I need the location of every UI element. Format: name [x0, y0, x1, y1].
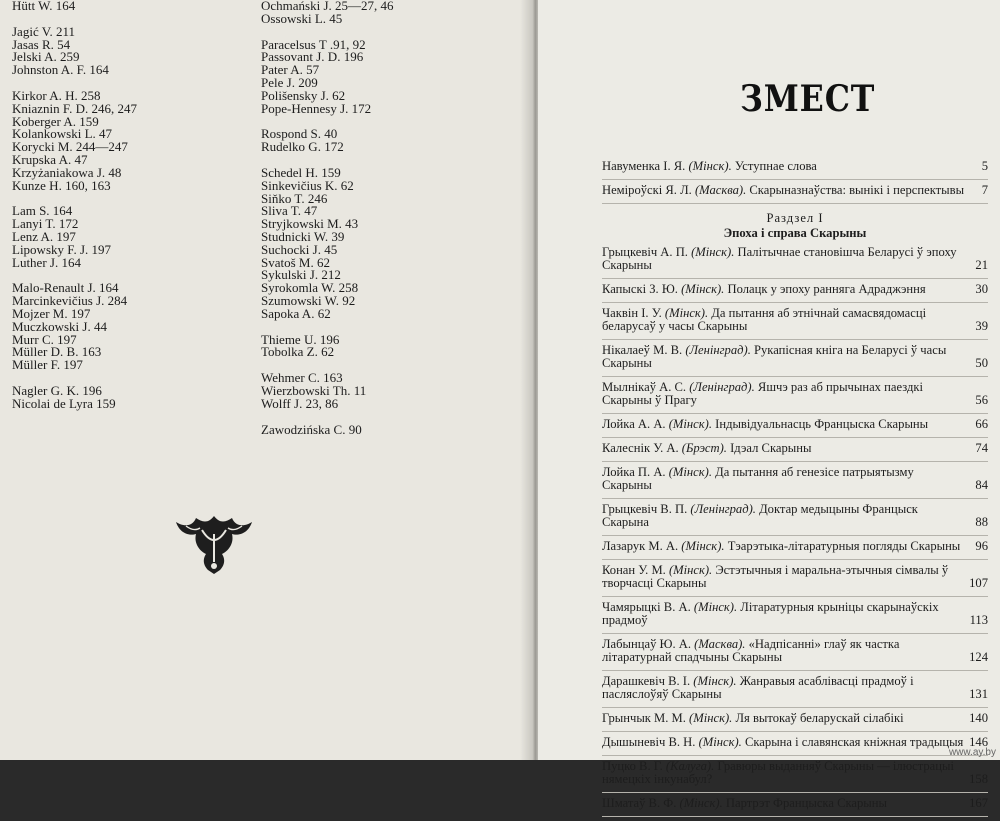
toc-entry	[602, 601, 988, 627]
toc-page-number: 39	[975, 319, 988, 333]
index-entry: Passovant J. D. 196	[261, 49, 364, 65]
toc-article-title: Ідэал Скарыны	[726, 441, 812, 455]
index-group	[261, 421, 394, 437]
index-entry: Jelski A. 259	[12, 49, 80, 65]
toc-author: Дарашкевіч В. І.	[602, 674, 694, 688]
index-entry: Pater A. 57	[261, 62, 320, 78]
toc-affiliation: (Мінск).	[668, 417, 712, 431]
toc-author: Нікалаеў М. В.	[602, 343, 686, 357]
toc-entry	[602, 736, 988, 749]
index-entry: Nicolai de Lyra 159	[12, 395, 116, 411]
toc-entry	[602, 466, 988, 492]
toc-author: Лойка А. А.	[602, 417, 669, 431]
index-entry: Polišensky J. 62	[261, 87, 346, 103]
index-group	[261, 0, 394, 26]
ornament-vignette-icon	[172, 510, 256, 576]
toc-affiliation: (Мінск).	[693, 674, 737, 688]
index-group	[261, 164, 394, 321]
toc-author: Мылнікаў А. С.	[602, 380, 690, 394]
toc-author: Шматаў В. Ф.	[602, 796, 680, 810]
toc-affiliation: (Мінск).	[679, 796, 723, 810]
index-column-left	[12, 0, 137, 424]
index-entry: Studnicki W. 39	[261, 228, 345, 244]
toc-affiliation: (Мінск).	[693, 600, 738, 614]
index-entry: Müller D. B. 163	[12, 344, 102, 360]
toc-article-title: Яшчэ раз аб прычынах паездкі Скарыны ў Прагу	[602, 380, 923, 407]
toc-affiliation: (Калуга).	[665, 759, 715, 773]
toc-article-title: Доктар медыцыны Францыск Скарына	[602, 502, 918, 529]
index-entry: Ochmański J. 25—27, 46	[261, 0, 394, 13]
index-group	[261, 128, 394, 154]
index-entry: Luther J. 164	[12, 254, 81, 270]
index-entry: Sinkevičius K. 62	[261, 177, 354, 193]
toc-article-title: Індывідуальнасць Францыска Скарыны	[711, 417, 929, 431]
index-group	[12, 382, 137, 411]
index-entry: Ossowski L. 45	[261, 10, 343, 26]
index-entry: Müller F. 197	[12, 357, 83, 373]
index-entry: Lanyi T. 172	[12, 216, 79, 232]
index-group	[12, 0, 137, 13]
toc-affiliation: (Брэст).	[681, 441, 727, 455]
toc-divider	[602, 731, 988, 732]
index-entry: Jagić V. 211	[12, 23, 75, 39]
index-entry: Jasas R. 54	[12, 36, 71, 52]
section-number: Раздзел I	[766, 211, 824, 225]
toc-divider	[602, 179, 988, 180]
toc-entry	[602, 160, 988, 173]
index-entry: Syrokomla W. 258	[261, 280, 359, 296]
toc-article-title: Палітычнае становішча Беларусі ў эпоху Скарыны	[602, 245, 957, 272]
toc-entry	[602, 344, 988, 370]
index-group	[12, 23, 137, 78]
toc-affiliation: (Мінск).	[689, 711, 733, 725]
toc-author: Калеснік У. А.	[602, 441, 682, 455]
toc-divider	[602, 302, 988, 303]
index-entry: Lenz A. 197	[12, 228, 76, 244]
index-entry: Pele J. 209	[261, 74, 318, 90]
toc-page-number: 88	[975, 515, 988, 529]
toc-page-number: 131	[969, 687, 988, 701]
toc-author: Чаквін І. У.	[602, 306, 665, 320]
index-entry: Krupska A. 47	[12, 151, 88, 167]
toc-page-number: 146	[969, 735, 988, 749]
toc-page-number: 50	[975, 356, 988, 370]
toc-page-number: 30	[975, 282, 988, 296]
toc-page-number: 96	[975, 539, 988, 553]
toc-affiliation: (Мінск).	[688, 159, 732, 173]
toc-article-title: Да пытання аб генезісе патрыятызму Скарыны	[602, 465, 914, 492]
toc-article-title: Жанравыя асаблівасці прадмоў і пасляслоўяў Скарыны	[602, 674, 914, 701]
index-entry: Sapoka A. 62	[261, 305, 331, 321]
index-entry: Paracelsus T .91, 92	[261, 36, 366, 52]
index-entry: Tobolka Z. 62	[261, 344, 335, 360]
index-entry: Lam S. 164	[12, 203, 73, 219]
toc-article-title: Полацк у эпоху ранняга Адраджэння	[724, 282, 926, 296]
toc-affiliation: (Масква).	[694, 637, 746, 651]
index-entry: Malo-Renault J. 164	[12, 280, 119, 296]
toc-divider	[602, 278, 988, 279]
toc-affiliation: (Масква).	[694, 183, 747, 197]
section-title: Эпоха і справа Скарыны	[723, 226, 867, 240]
toc-affiliation: (Мінск).	[668, 465, 712, 479]
toc-author: Дышыневіч В. Н.	[602, 735, 699, 749]
toc-page-number: 74	[975, 441, 988, 455]
index-entry: Stryjkowski M. 43	[261, 216, 359, 232]
toc-divider	[602, 461, 988, 462]
index-entry: Koberger A. 159	[12, 113, 99, 129]
toc-affiliation: (Мінск).	[664, 306, 709, 320]
index-entry: Kniaznin F. D. 246, 247	[12, 100, 137, 116]
toc-article-title: Гравюры выданняў Скарыны — ілюстрацыі нямецкіх інкунабул?	[602, 759, 954, 786]
index-group	[12, 87, 137, 193]
toc-entry	[602, 307, 988, 333]
index-entry: Rospond S. 40	[261, 126, 338, 142]
toc-entry	[602, 638, 988, 664]
index-entry: Svatoš M. 62	[261, 254, 330, 270]
toc-divider	[602, 376, 988, 377]
toc-divider	[602, 535, 988, 536]
index-entry: Zawodzińska C. 90	[261, 421, 362, 437]
toc-author: Неміроўскі Я. Л.	[602, 183, 695, 197]
toc-entry	[602, 675, 988, 701]
toc-affiliation: (Мінск).	[668, 563, 713, 577]
toc-article-title: Да пытання аб этнічнай самасвядомасці беларусаў у часы Скарыны	[602, 306, 927, 333]
toc-affiliation: (Мінск).	[681, 282, 725, 296]
index-entry: Mojzer M. 197	[12, 305, 91, 321]
index-entry: Lipowsky F. J. 197	[12, 241, 111, 257]
toc-divider	[602, 498, 988, 499]
toc-divider	[602, 755, 988, 756]
index-entry: Wierzbowski Th. 11	[261, 382, 367, 398]
table-of-contents	[602, 160, 988, 821]
toc-divider	[602, 792, 988, 793]
toc-divider	[602, 816, 988, 817]
toc-page-number: 66	[975, 417, 988, 431]
toc-author: Грыцкевіч В. П.	[602, 502, 691, 516]
toc-page-number: 158	[969, 772, 988, 786]
toc-divider	[602, 203, 988, 204]
toc-article-title: Эстэтычныя і маральна-этычныя сімвалы ў творчасці Скарыны	[602, 563, 949, 590]
index-entry: Thieme U. 196	[261, 331, 340, 347]
index-entry: Wolff J. 23, 86	[261, 395, 339, 411]
index-entry: Pope-Hennesy J. 172	[261, 100, 372, 116]
toc-author: Грынчык М. М.	[602, 711, 690, 725]
index-column-right	[261, 0, 394, 449]
toc-article-title: Ля вытокаў беларускай сілабікі	[732, 711, 904, 725]
index-entry: Suchocki J. 45	[261, 241, 338, 257]
index-entry: Kolankowski L. 47	[12, 126, 113, 142]
toc-article-title: Скарына і славянская кніжная традыцыя	[741, 735, 964, 749]
toc-affiliation: (Мінск).	[698, 735, 742, 749]
toc-author: Пуцко В. Г.	[602, 759, 666, 773]
toc-page-number: 7	[981, 183, 988, 197]
index-entry: Schedel H. 159	[261, 164, 341, 180]
index-group	[12, 282, 137, 372]
index-entry: Hütt W. 164	[12, 0, 76, 13]
toc-divider	[602, 596, 988, 597]
toc-divider	[602, 670, 988, 671]
toc-article-title: Літаратурныя крыніцы скарынаўскіх прадмоў	[602, 600, 939, 627]
index-entry: Sliva T. 47	[261, 203, 318, 219]
toc-affiliation: (Мінск).	[691, 245, 735, 259]
toc-author: Лабынцаў Ю. А.	[602, 637, 695, 651]
toc-entry	[602, 184, 988, 197]
toc-entries	[602, 246, 988, 817]
toc-entry	[602, 797, 988, 810]
index-entry: Krzyżaniakowa J. 48	[12, 164, 122, 180]
toc-divider	[602, 437, 988, 438]
toc-affiliation: (Ленінград).	[685, 343, 751, 357]
index-entry: Sykulski J. 212	[261, 267, 341, 283]
index-entry: Rudelko G. 172	[261, 139, 344, 155]
index-entry: Kunze H. 160, 163	[12, 177, 111, 193]
index-entry: Murr C. 197	[12, 331, 77, 347]
index-page	[0, 0, 535, 760]
toc-affiliation: (Ленінград).	[689, 380, 755, 394]
index-entry: Szumowski W. 92	[261, 292, 356, 308]
toc-author: Навуменка І. Я.	[602, 159, 689, 173]
toc-divider	[602, 339, 988, 340]
toc-page-number: 56	[975, 393, 988, 407]
toc-page-number: 5	[981, 159, 988, 173]
toc-intro	[602, 160, 988, 204]
toc-affiliation: (Мінск).	[681, 539, 725, 553]
toc-author: Капыскі З. Ю.	[602, 282, 682, 296]
toc-entry	[602, 564, 988, 590]
toc-article-title: Рукапісная кніга на Беларусі ў часы Скарыны	[602, 343, 947, 370]
index-entry: Johnston A. F. 164	[12, 62, 109, 78]
toc-author: Чамярыцкі В. А.	[602, 600, 694, 614]
index-group	[12, 205, 137, 269]
toc-author: Лойка П. А.	[602, 465, 669, 479]
toc-divider	[602, 413, 988, 414]
toc-divider	[602, 707, 988, 708]
toc-divider	[602, 633, 988, 634]
toc-author: Грыцкевіч А. П.	[602, 245, 692, 259]
index-entry: Korycki M. 244—247	[12, 139, 128, 155]
toc-page-number: 167	[969, 796, 988, 810]
index-group	[261, 372, 394, 410]
toc-page-number: 21	[975, 258, 988, 272]
toc-divider	[602, 559, 988, 560]
index-group	[261, 331, 394, 360]
toc-entry	[602, 540, 988, 553]
toc-article-title: Тэарэтыка-літаратурныя погляды Скарыны	[724, 539, 961, 553]
toc-page-number: 84	[975, 478, 988, 492]
page-title: ЗМЕСТ	[740, 78, 876, 120]
toc-page-number: 107	[969, 576, 988, 590]
toc-page-number: 140	[969, 711, 988, 725]
index-entry: Kirkor A. H. 258	[12, 87, 101, 103]
toc-page-number: 124	[969, 650, 988, 664]
toc-entry	[602, 381, 988, 407]
toc-author: Конан У. М.	[602, 563, 669, 577]
index-entry: Marcinkevičius J. 284	[12, 293, 128, 309]
toc-entry	[602, 760, 988, 786]
toc-article-title: Скарыназнаўства: вынікі і перспектывы	[746, 183, 965, 197]
toc-page-number: 113	[969, 613, 988, 627]
toc-entry	[602, 283, 988, 296]
watermark: www.ay.by	[948, 747, 996, 758]
index-entry: Nagler G. K. 196	[12, 382, 102, 398]
index-entry: Wehmer C. 163	[261, 370, 343, 386]
toc-affiliation: (Ленінград).	[690, 502, 756, 516]
toc-entry	[602, 418, 988, 431]
toc-article-title: Уступнае слова	[731, 159, 817, 173]
toc-article-title: Партрэт Францыска Скарыны	[722, 796, 887, 810]
toc-entry	[602, 712, 988, 725]
toc-entry	[602, 442, 988, 455]
toc-entry	[602, 503, 988, 529]
toc-article-title: «Надпісанні» глаў як частка літаратурнай спадчыны Скарыны	[602, 637, 900, 664]
toc-author: Лазарук М. А.	[602, 539, 682, 553]
index-entry: Siňko T. 246	[261, 190, 328, 206]
index-entry: Muczkowski J. 44	[12, 318, 107, 334]
toc-entry	[602, 246, 988, 272]
index-group	[261, 36, 394, 116]
